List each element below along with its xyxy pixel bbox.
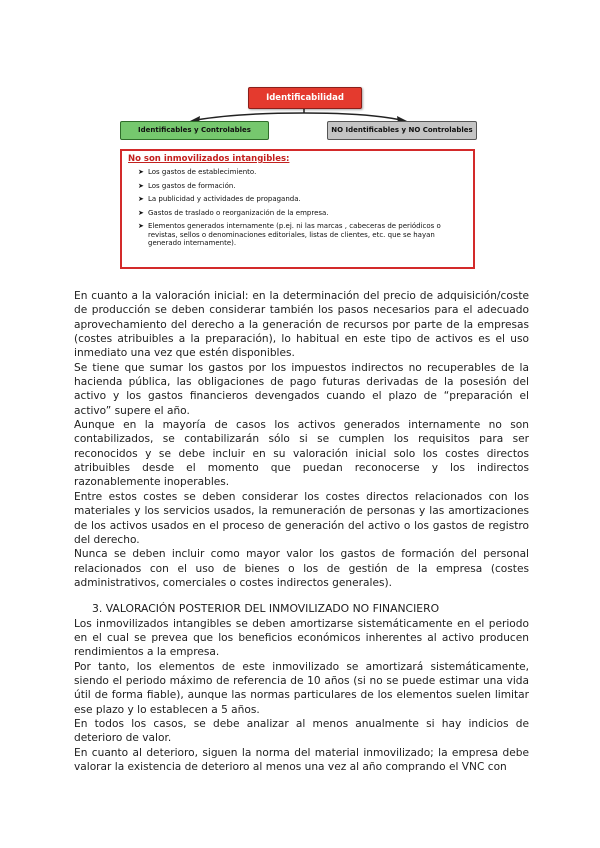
list-item: ➤ Los gastos de establecimiento. [138, 168, 257, 176]
paragraph: Los inmovilizados intangibles se deben amortizarse sistemáticamente en el periodo en el cual se prevea que los beneficios económicos inherentes al activo producen rendimientos a la empresa. [74, 617, 529, 659]
body-text [74, 289, 529, 774]
paragraph: Entre estos costes se deben considerar los costes directos relacionados con los materiales y los servicios usados, la remuneración de personas y las amortizaciones de los activos usados en el proceso de generación del activo o los gastos de registro del derecho. [74, 490, 529, 546]
paragraph: Aunque en la mayoría de casos los activos generados internamente no son contabilizados, se contabilizarán sólo si se cumplen los requisitos para ser reconocidos y se debe incluir en su valoración inicial solo los costes directos atribuibles desde el momento que puedan reconocerse y los indirectos razonablemente inoperables. [74, 419, 529, 489]
paragraph: En cuanto al deterioro, siguen la norma del material inmovilizado; la empresa debe valorar la existencia de deterioro al menos una vez al año comprando el VNC con [74, 746, 529, 774]
paragraph: Por tanto, los elementos de este inmovilizado se amortizará sistemáticamente, siendo el periodo máximo de referencia de 10 años (si no se puede estimar una vida útil de forma fiable), aunque las normas particulares de los elementos suelen limitar ese plazo y lo establecen a 5 años. [74, 660, 529, 716]
paragraph: Nunca se deben incluir como mayor valor los gastos de formación del personal relacionados con el uso de bienes o los de gestión de la empresa (costes administrativos, comerciales o costes indirectos generales). [74, 548, 529, 589]
arrow-bullet-icon: ➤ [138, 195, 144, 203]
classification-diagram [118, 83, 484, 273]
list-item: ➤ La publicidad y actividades de propaganda. [138, 195, 301, 203]
arrow-bullet-icon: ➤ [138, 168, 144, 176]
identificabilidad-box: Identificabilidad [248, 87, 362, 109]
paragraph: En cuanto a la valoración inicial: en la determinación del precio de adquisición/coste de producción se deben considerar también los pasos necesarios para el adecuado aprovechamiento del derecho a la generación de recursos por parte de la empresas (costes atribuibles a la preparación), lo habitual en este tipo de activos es el uso inmediato una vez que estén disponibles. [74, 290, 529, 360]
list-item: ➤ Los gastos de formación. [138, 181, 236, 190]
panel-title: No son inmovilizados intangibles: [128, 154, 290, 164]
list-item: ➤ Elementos generados internamente (p.ej. ni las marcas , cabeceras de periódicos o revistas, sellos o denominaciones editoriales, listas de clientes, etc. que se hayan generado internamente). [138, 222, 441, 247]
arrow-bullet-icon: ➤ [138, 181, 144, 190]
paragraph: En todos los casos, se debe analizar al menos anualmente si hay indicios de deterioro de valor. [74, 718, 529, 745]
no-identificables-box: NO Identificables y NO Controlables [327, 121, 477, 140]
identificables-box: Identificables y Controlables [120, 121, 269, 140]
section-heading: 3. VALORACIÓN POSTERIOR DEL INMOVILIZADO NO FINANCIERO [92, 602, 440, 616]
non-intangibles-panel [120, 149, 475, 269]
list-item: ➤ Gastos de traslado o reorganización de la empresa. [138, 208, 329, 217]
paragraph: Se tiene que sumar los gastos por los impuestos indirectos no recuperables de la hacienda pública, las obligaciones de pago futuras derivadas de la posesión del activo y los gastos financieros devengados cuando el plazo de “preparación el activo” supere el año. [74, 361, 529, 417]
arrow-bullet-icon: ➤ [138, 208, 144, 217]
arrow-bullet-icon: ➤ [138, 222, 144, 230]
